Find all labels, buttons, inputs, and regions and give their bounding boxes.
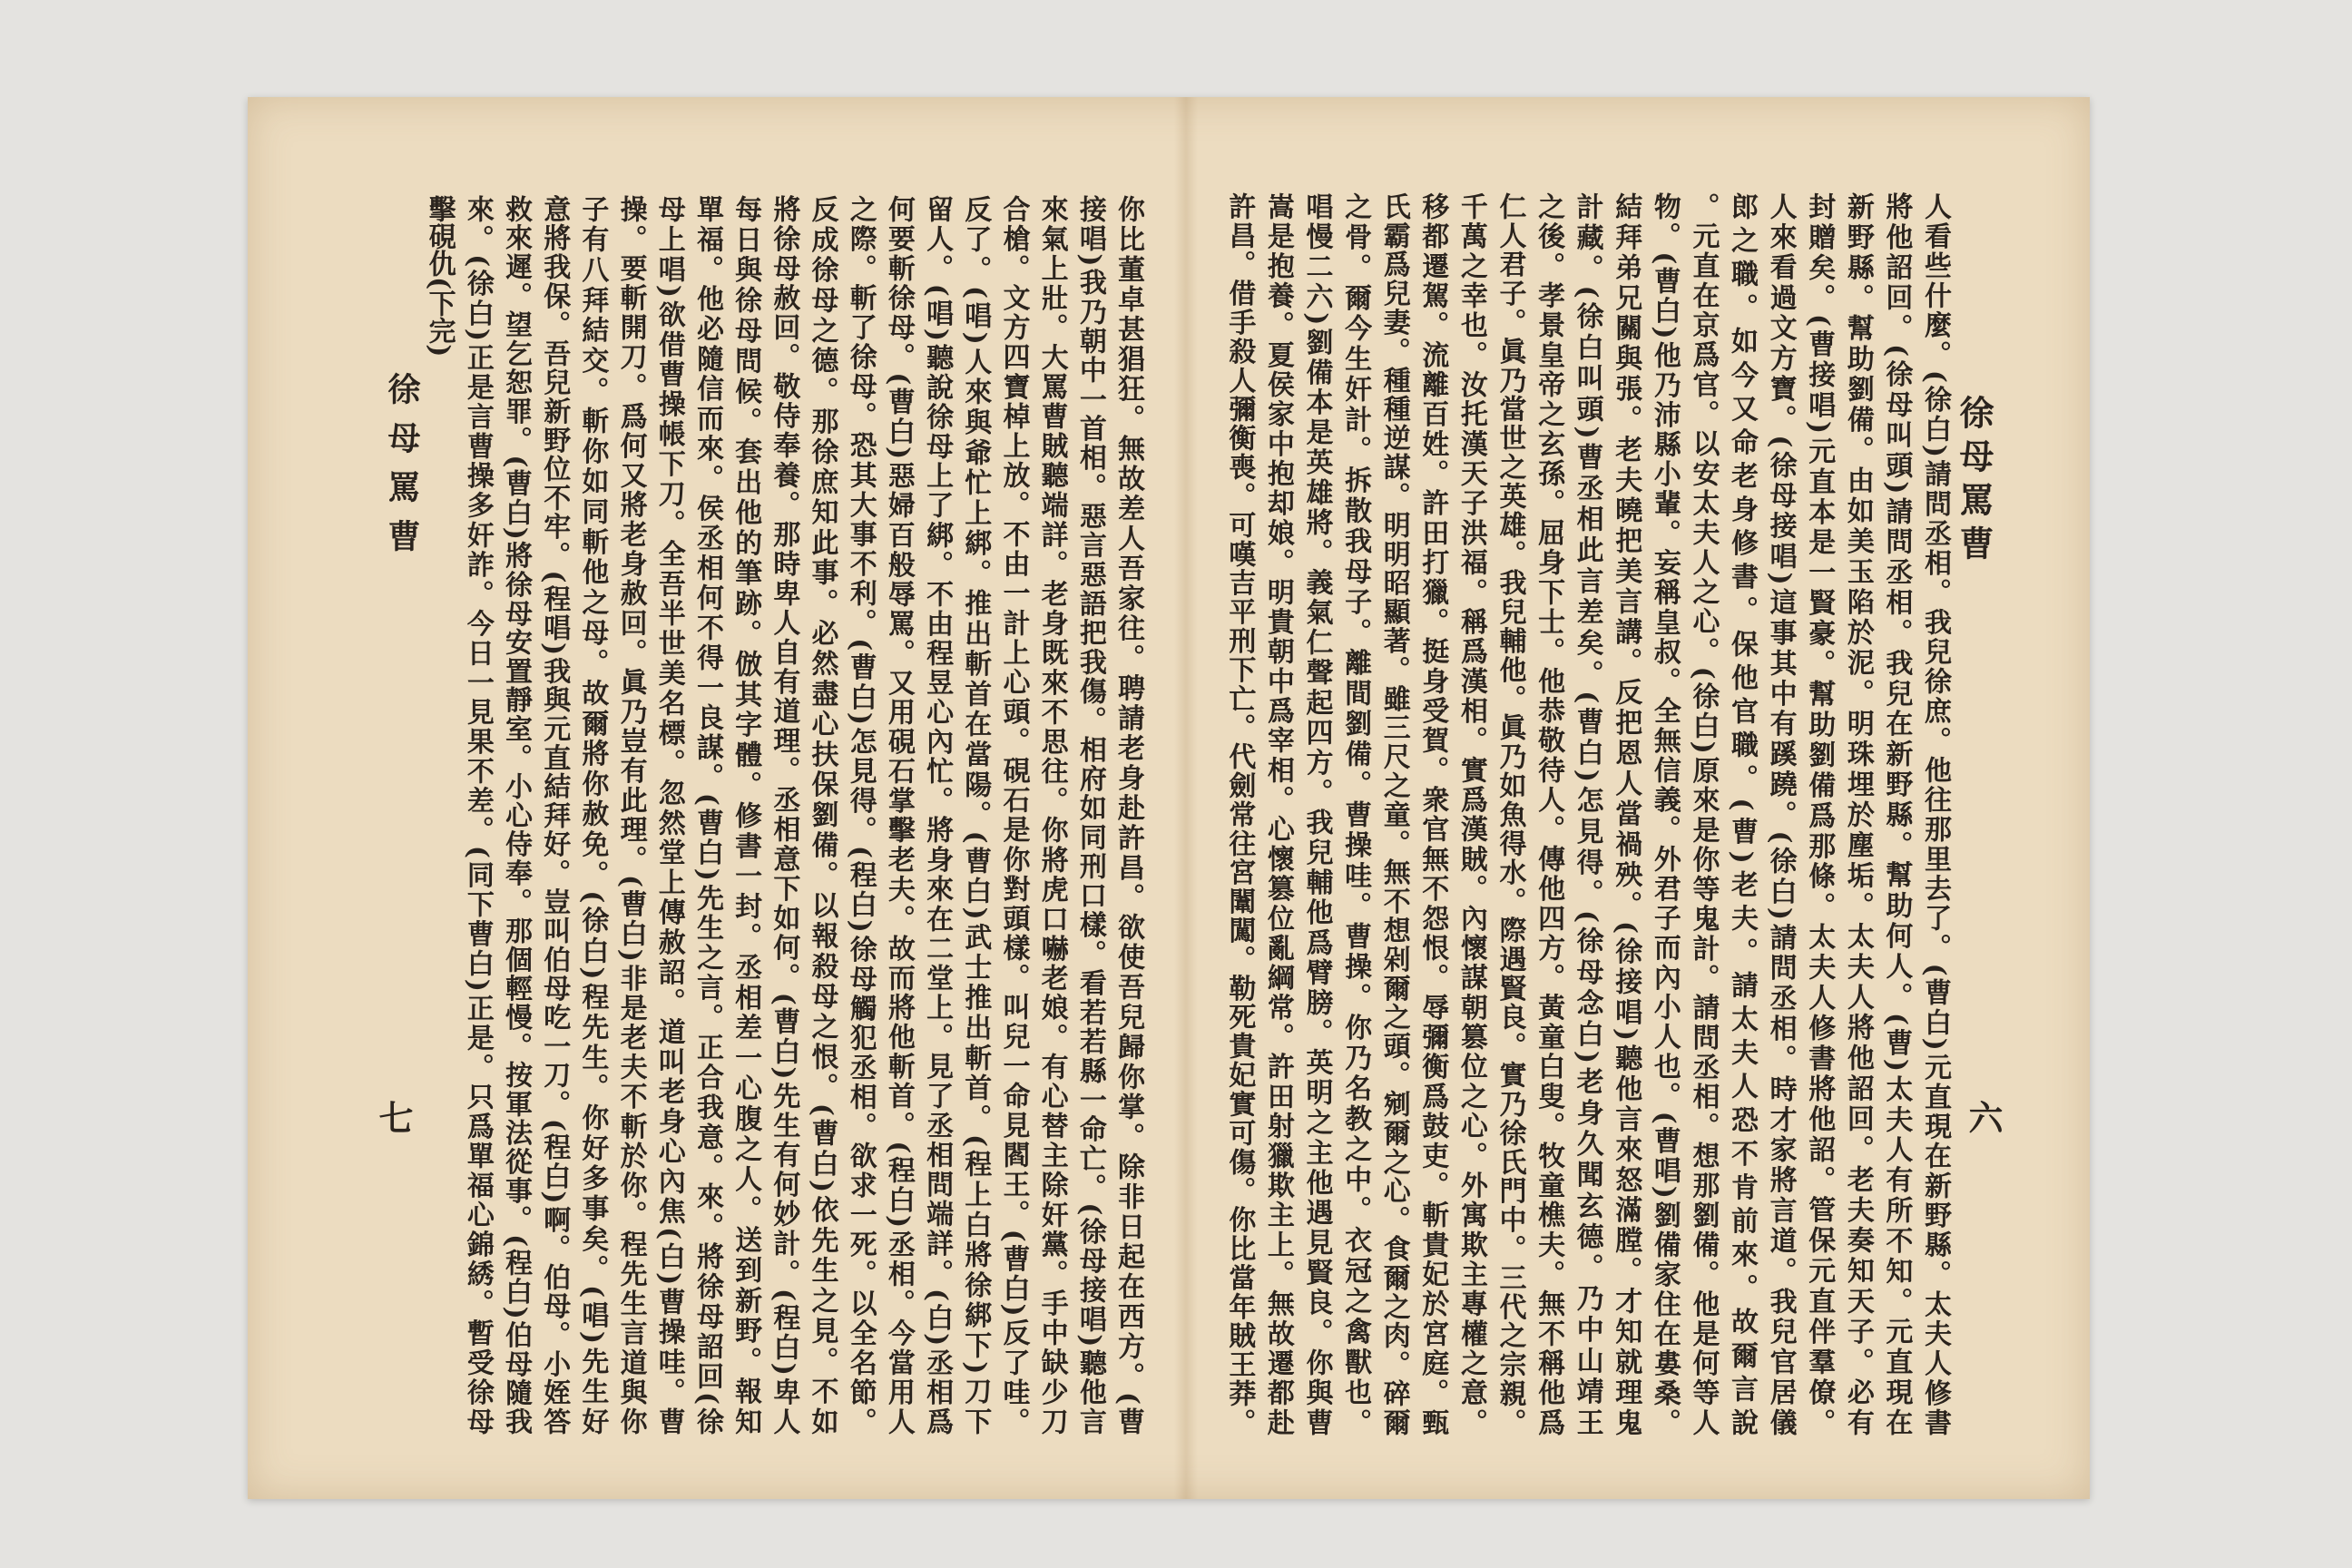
text-column: 。元直在京爲官。以安太夫人之心。(徐白)原來是你等鬼計。請問丞相。想那劉備。他是何等人: [1687, 192, 1720, 1436]
text-column: 單福。他必隨信而來。侯丞相何不得一良謀。(曹白)先生之言。正合我意。來。將徐母詔回(徐: [691, 195, 723, 1435]
text-column: 之際。斬了徐母。恐其大事不利。(曹白)怎見得。(程白)徐母觸犯丞相。欲求一死。以全名節。: [844, 195, 877, 1435]
text-column: 之後。孝景皇帝之玄孫。屈身下士。他恭敬待人。傳他四方。黃童白叟。牧童樵夫。無不稱他爲: [1533, 192, 1565, 1436]
text-column: 人看些什麼。(徐白)請問丞相。我兒徐庶。他往那里去了。(曹白)元直現在新野縣。太夫人修書: [1919, 192, 1951, 1436]
text-column: 子有八拜結交。斬你如同斬他之母。故爾將你赦免。(徐白)程先生。你好多事矣。(唱)先生好: [576, 195, 609, 1435]
text-column: 接唱)我乃朝中一首相。惡言惡語把我傷。相府如同刑口樣。看若若縣一命亡。(徐母接唱)聽他言: [1073, 195, 1106, 1435]
text-column: 反了。(唱)人來與爺忙上綁。推出斬首在當陽。(曹白)武士推出斬首。(程上白將徐綁下)刀下: [959, 195, 992, 1435]
text-column: 移都遷駕。流離百姓。許田打獵。挺身受賀。衆官無不怨恨。辱彌衡爲鼓吏。斬貴妃於宮庭。甄: [1416, 192, 1449, 1436]
text-column: 人來看過文方寶。(徐母接唱)這事其中有蹊蹺。(徐白)請問丞相。時才家將言道。我兒官居儀: [1764, 192, 1797, 1436]
text-column: 母上唱)欲借曹操帳下刀。全吾半世美名標。忽然堂上傳赦詔。道叫老身心內焦(白)曹操哇。曹: [652, 195, 685, 1435]
text-column: 唱慢二六)劉備本是英雄將。義氣仁聲起四方。我兒輔他爲臂膀。英明之主他遇見賢良。你與曹: [1300, 192, 1333, 1436]
text-column: 來。(徐白)正是言曹操多奸詐。今日一見果不差。(同下曹白)正是。只爲單福心錦綉。暫受徐母: [461, 195, 494, 1435]
text-column: 將徐母赦回。敬侍奉養。那時卑人自有道理。丞相意下如何。(曹白)先生有何妙計。(程白)卑人: [768, 195, 800, 1435]
text-column: 計藏。(徐白叫頭)曹丞相此言差矣。(曹白)怎見得。(徐母念白)老身久聞玄德。乃中山靖王: [1571, 192, 1603, 1436]
text-column: 留人。(唱)聽說徐母上了綁。不由程昱心內忙。將身來在二堂上。見了丞相問端詳。(白)丞相爲: [921, 195, 954, 1435]
text-column: 之骨。爾今生奸計。拆散我母子。離間劉備。曹操哇。曹操。你乃名教之中。衣冠之禽獸也。: [1339, 192, 1372, 1436]
right-page-text: [1219, 192, 1954, 1436]
text-column: 意將我保。吾兒新野位不牢。(程唱)我與元直結拜好。豈叫伯母吃一刀。(程白)啊。伯母。小姪答: [538, 195, 571, 1435]
text-column: 合槍。文方四寶棹上放。不由一計上心頭。硯石是你對頭樣。叫兒一命見閻王。(曹白)反了哇。: [997, 195, 1030, 1435]
text-column: 物。(曹白)他乃沛縣小輩。妄稱皇叔。全無信義。外君子而內小人也。(曹唱)劉備家住在婁桑。: [1648, 192, 1681, 1436]
text-column: 郎之職。如今又命老身修書。保他官職。(曹)老夫。請太夫人恐不肯前來。故爾言說: [1726, 192, 1759, 1436]
text-column: 嵩是抱養。夏侯家中抱却娘。明貴朝中爲宰相。心懷篡位亂綱常。許田射獵欺主上。無故遷都赴: [1261, 192, 1294, 1436]
text-column: 救來遲。望乞恕罪。(曹白)將徐母安置靜室。小心侍奉。那個輕慢。按軍法從事。(程白)伯母隨我: [500, 195, 532, 1435]
page-number-left: 七: [373, 1100, 414, 1134]
text-column: 操。要斬開刀。爲何又將老身赦回。眞乃豈有此理。(曹白)非是老夫不斬於你。程先生言道與你: [614, 195, 647, 1435]
text-column: 千萬之幸也。汝托漢天子洪福。稱爲漢相。實爲漢賊。內懷謀朝篡位之心。外寓欺主專權之意。: [1455, 192, 1487, 1436]
text-column: 每日與徐母問候。套出他的筆跡。倣其字體。修書一封。丞相差一心腹之人。送到新野。報知: [730, 195, 762, 1435]
text-column: 你比董卓甚猖狂。無故差人吾家往。聘請老身赴許昌。欲使吾兒歸你掌。除非日起在西方。(曹: [1112, 195, 1144, 1435]
text-column: 封贈矣。(曹接唱)元直本是一賢豪。幫助劉備爲那條。太夫人修書將他詔。管保元直伴羣僚。: [1803, 192, 1836, 1436]
text-column: 氏霸爲兒妻。種種逆謀。明明昭顯著。雖三尺之童。無不想剁爾之頭。剜爾之心。食爾之肉。碎爾: [1377, 192, 1410, 1436]
left-page-text: [419, 195, 1147, 1435]
center-fold: [1174, 97, 1198, 1499]
running-title-left: 徐母罵曹: [383, 372, 421, 568]
text-column: 許昌。借手殺人彌衡喪。可嘆吉平刑下亡。代劍常往宮闈闖。勒死貴妃實可傷。你比當年賊王莽。: [1223, 192, 1256, 1436]
running-title-right: 徐母罵曹: [1954, 395, 1994, 569]
text-column: 仁人君子。眞乃當世之英雄。我兒輔他。眞乃如魚得水。際遇賢良。實乃徐氏門中。三代之宗親。: [1494, 192, 1526, 1436]
text-column: 結拜弟兄關與張。老夫曉把美言講。反把恩人當禍殃。(徐接唱)聽他言來怒滿膛。才知就理鬼: [1610, 192, 1642, 1436]
text-column: 反成徐母之德。那徐庶知此事。必然盡心扶保劉備。以報殺母之恨。(曹白)依先生之見。不如: [806, 195, 838, 1435]
text-column: 擊硯仇(下完): [423, 195, 456, 358]
page-number-right: 六: [1963, 1100, 2004, 1134]
text-column: 來氣上壯。大罵曹賊聽端詳。老身既來不思往。你將虎口嚇老娘。有心替主除奸黨。手中缺少刀: [1035, 195, 1068, 1435]
text-column: 新野縣。幫助劉備。由如美玉陷於泥。明珠埋於塵垢。太夫人將他詔回。老夫奏知天子。必有: [1841, 192, 1874, 1436]
text-column: 將他詔回。(徐母叫頭)請問丞相。我兒在新野縣。幫助何人。(曹)太夫人有所不知。元直現在: [1880, 192, 1913, 1436]
text-column: 何要斬徐母。(曹白)惡婦百般辱罵。又用硯石掌擊老夫。故而將他斬首。(程白)丞相。今當用人: [882, 195, 915, 1435]
